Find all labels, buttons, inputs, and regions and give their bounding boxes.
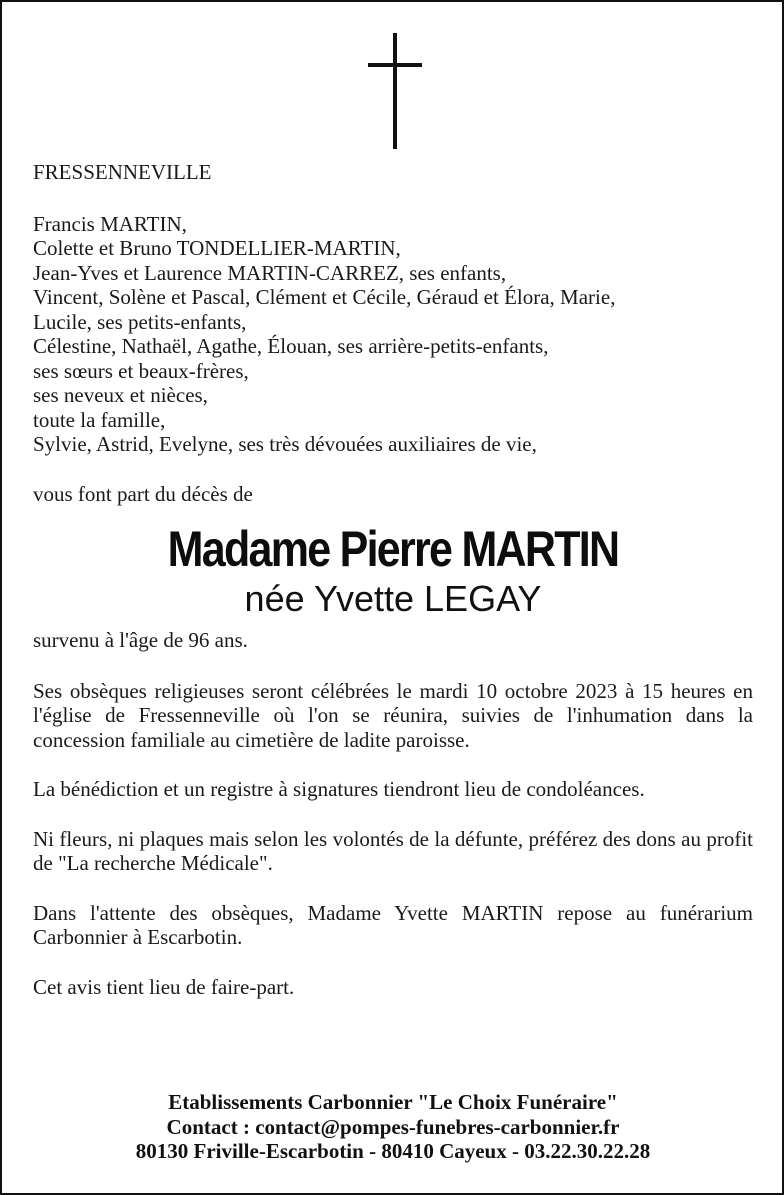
contact-email: Contact : contact@pompes-funebres-carbonnier.fr bbox=[166, 1114, 620, 1139]
closing-note: Cet avis tient lieu de faire-part. bbox=[33, 974, 295, 999]
family-list bbox=[33, 212, 753, 457]
family-line: toute la famille, bbox=[33, 407, 166, 432]
family-line: Jean-Yves et Laurence MARTIN-CARREZ, ses enfants, bbox=[33, 260, 507, 285]
company-address: 80130 Friville-Escarbotin - 80410 Cayeux - 03.22.30.22.28 bbox=[135, 1139, 651, 1163]
family-line: ses neveux et nièces, bbox=[33, 383, 208, 407]
deceased-name: Madame Pierre MARTIN bbox=[167, 521, 619, 577]
age-at-death: survenu à l'âge de 96 ans. bbox=[33, 628, 248, 652]
funeral-home-info: Dans l'attente des obsèques, Madame Yvette MARTIN repose au funérarium Carbonnier à Escarbotin. bbox=[33, 900, 753, 949]
family-line: Francis MARTIN, bbox=[33, 211, 187, 236]
family-line: Vincent, Solène et Pascal, Clément et Cécile, Géraud et Élora, Marie, bbox=[33, 285, 616, 309]
funeral-details: Ses obsèques religieuses seront célébrées le mardi 10 octobre 2023 à 15 heures en l'église de Fressenneville où l'on se réunira, suivies de l'inhumation dans la concession familiale au cimetière de ladite paroisse. bbox=[33, 678, 753, 752]
company-name: Etablissements Carbonnier "Le Choix Funéraire" bbox=[168, 1090, 618, 1114]
maiden-name: née Yvette LEGAY bbox=[244, 578, 542, 619]
condolences-info: La bénédiction et un registre à signatures tiendront lieu de condoléances. bbox=[33, 777, 645, 801]
cross-icon bbox=[368, 33, 422, 149]
family-line: Célestine, Nathaël, Agathe, Élouan, ses arrière-petits-enfants, bbox=[33, 334, 549, 358]
funeral-home-footer bbox=[33, 1090, 753, 1164]
notice-body bbox=[33, 160, 753, 999]
family-line: ses sœurs et beaux-frères, bbox=[33, 358, 249, 383]
town-name: FRESSENNEVILLE bbox=[33, 160, 212, 184]
announcement-intro: vous font part du décès de bbox=[33, 481, 253, 506]
donations-info: Ni fleurs, ni plaques mais selon les volontés de la défunte, préférez des dons au profit de "La recherche Médicale". bbox=[33, 826, 753, 875]
family-line: Lucile, ses petits-enfants, bbox=[33, 309, 247, 334]
family-line: Colette et Bruno TONDELLIER-MARTIN, bbox=[33, 236, 401, 260]
family-line: Sylvie, Astrid, Evelyne, ses très dévouées auxiliaires de vie, bbox=[33, 432, 537, 456]
